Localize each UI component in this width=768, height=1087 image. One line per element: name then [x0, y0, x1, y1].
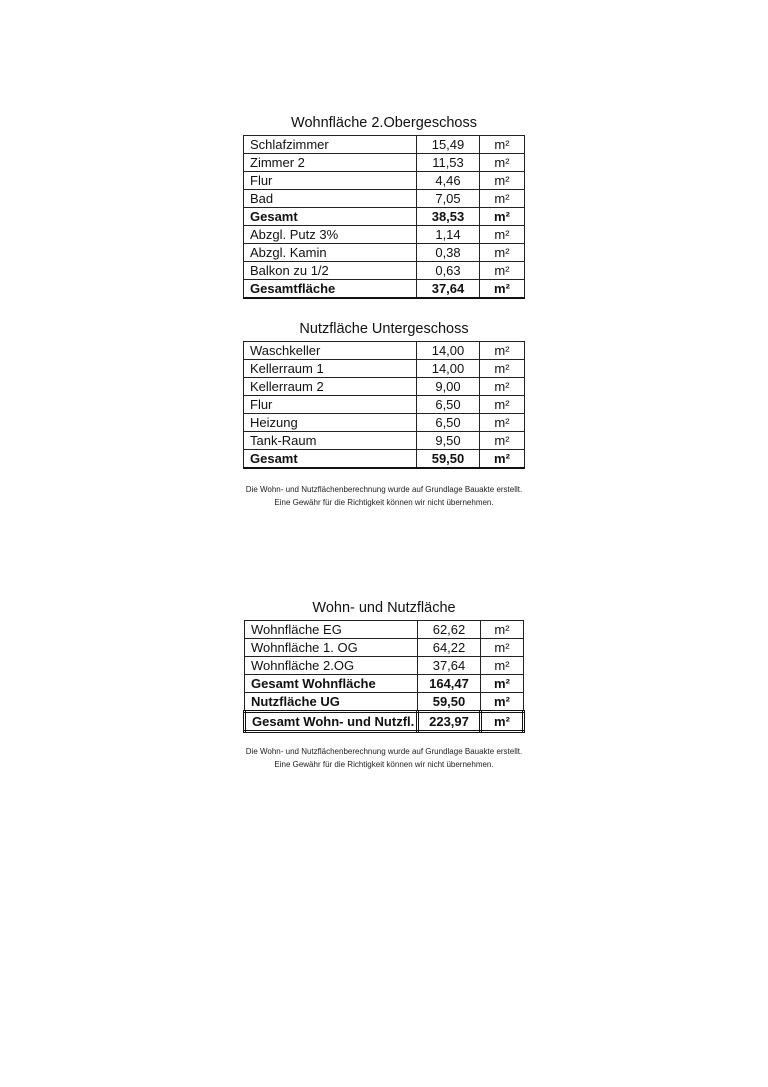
- area-value: 9,50: [417, 432, 480, 450]
- disclaimer-note: [0, 745, 768, 771]
- area-value: 223,97: [418, 712, 481, 732]
- table-row: [244, 154, 525, 172]
- area-unit: m²: [481, 639, 524, 657]
- area-unit: m²: [480, 208, 525, 226]
- table-row: [244, 172, 525, 190]
- room-name: Waschkeller: [244, 342, 417, 360]
- area-value: 7,05: [417, 190, 480, 208]
- area-name: Wohnfläche EG: [245, 621, 418, 639]
- room-name: Heizung: [244, 414, 417, 432]
- room-name: Zimmer 2: [244, 154, 417, 172]
- table-row: [244, 136, 525, 154]
- room-name: Tank-Raum: [244, 432, 417, 450]
- area-value: 64,22: [418, 639, 481, 657]
- wohnflaeche-2og-table: [243, 135, 525, 299]
- table-row: [244, 244, 525, 262]
- disclaimer-line: Eine Gewähr für die Richtigkeit können wir nicht übernehmen.: [274, 498, 494, 507]
- area-value: 6,50: [417, 414, 480, 432]
- table-row: [245, 621, 524, 639]
- area-name: Wohnfläche 2.OG: [245, 657, 418, 675]
- area-name: Gesamt Wohnfläche: [245, 675, 418, 693]
- area-unit: m²: [480, 342, 525, 360]
- subtotal-row: [245, 675, 524, 693]
- area-value: 164,47: [418, 675, 481, 693]
- room-name: Schlafzimmer: [244, 136, 417, 154]
- area-value: 59,50: [418, 693, 481, 712]
- area-value: 62,62: [418, 621, 481, 639]
- area-unit: m²: [480, 414, 525, 432]
- area-unit: m²: [480, 450, 525, 469]
- table-row: [244, 432, 525, 450]
- nutzflaeche-ug-table: [243, 341, 525, 469]
- area-unit: m²: [480, 396, 525, 414]
- area-unit: m²: [480, 226, 525, 244]
- area-name: Nutzfläche UG: [245, 693, 418, 712]
- table-row: [244, 414, 525, 432]
- grand-total-row: [245, 712, 524, 732]
- section-wohnflaeche-2og: [0, 114, 768, 132]
- room-name: Bad: [244, 190, 417, 208]
- table-row: [244, 360, 525, 378]
- room-name: Balkon zu 1/2: [244, 262, 417, 280]
- table-row: [244, 262, 525, 280]
- area-value: 0,38: [417, 244, 480, 262]
- disclaimer-line: Eine Gewähr für die Richtigkeit können wir nicht übernehmen.: [274, 760, 494, 769]
- table-row: [244, 226, 525, 244]
- table-row: [244, 190, 525, 208]
- subtotal-row: [244, 208, 525, 226]
- area-value: 1,14: [417, 226, 480, 244]
- area-unit: m²: [481, 675, 524, 693]
- area-value: 37,64: [418, 657, 481, 675]
- disclaimer-line: Die Wohn- und Nutzflächenberechnung wurde auf Grundlage Bauakte erstellt.: [245, 485, 523, 494]
- area-unit: m²: [480, 172, 525, 190]
- area-value: 59,50: [417, 450, 480, 469]
- area-value: 11,53: [417, 154, 480, 172]
- area-value: 15,49: [417, 136, 480, 154]
- disclaimer-line: Die Wohn- und Nutzflächenberechnung wurde auf Grundlage Bauakte erstellt.: [245, 747, 523, 756]
- area-unit: m²: [480, 190, 525, 208]
- table-row: [244, 378, 525, 396]
- room-name: Abzgl. Putz 3%: [244, 226, 417, 244]
- section-title: Wohnfläche 2.Obergeschoss: [291, 115, 477, 131]
- room-name: Kellerraum 1: [244, 360, 417, 378]
- area-unit: m²: [480, 280, 525, 299]
- area-value: 37,64: [417, 280, 480, 299]
- room-name: Gesamt: [244, 450, 417, 469]
- area-unit: m²: [480, 262, 525, 280]
- table-row: [245, 639, 524, 657]
- area-unit: m²: [480, 154, 525, 172]
- area-value: 14,00: [417, 342, 480, 360]
- section-wohn-und-nutzflaeche: [0, 599, 768, 617]
- section-title: Nutzfläche Untergeschoss: [299, 321, 469, 337]
- area-unit: m²: [480, 378, 525, 396]
- area-unit: m²: [480, 136, 525, 154]
- area-value: 9,00: [417, 378, 480, 396]
- section-title: Wohn- und Nutzfläche: [312, 600, 456, 616]
- area-unit: m²: [480, 244, 525, 262]
- disclaimer-note: [0, 483, 768, 509]
- room-name: Kellerraum 2: [244, 378, 417, 396]
- area-name: Gesamt Wohn- und Nutzfl.: [245, 712, 418, 732]
- area-unit: m²: [481, 693, 524, 712]
- room-name: Gesamtfläche: [244, 280, 417, 299]
- area-unit: m²: [481, 621, 524, 639]
- area-value: 38,53: [417, 208, 480, 226]
- section-nutzflaeche-ug: [0, 320, 768, 338]
- room-name: Gesamt: [244, 208, 417, 226]
- table-row: [244, 342, 525, 360]
- subtotal-row: [245, 693, 524, 712]
- table-row: [244, 396, 525, 414]
- area-unit: m²: [480, 360, 525, 378]
- area-value: 6,50: [417, 396, 480, 414]
- room-name: Flur: [244, 172, 417, 190]
- room-name: Abzgl. Kamin: [244, 244, 417, 262]
- area-value: 4,46: [417, 172, 480, 190]
- area-unit: m²: [481, 657, 524, 675]
- area-unit: m²: [480, 432, 525, 450]
- area-value: 0,63: [417, 262, 480, 280]
- total-row: [244, 280, 525, 299]
- area-value: 14,00: [417, 360, 480, 378]
- area-name: Wohnfläche 1. OG: [245, 639, 418, 657]
- room-name: Flur: [244, 396, 417, 414]
- wohn-und-nutzflaeche-table: [243, 620, 525, 733]
- table-row: [245, 657, 524, 675]
- area-unit: m²: [481, 712, 524, 732]
- total-row: [244, 450, 525, 469]
